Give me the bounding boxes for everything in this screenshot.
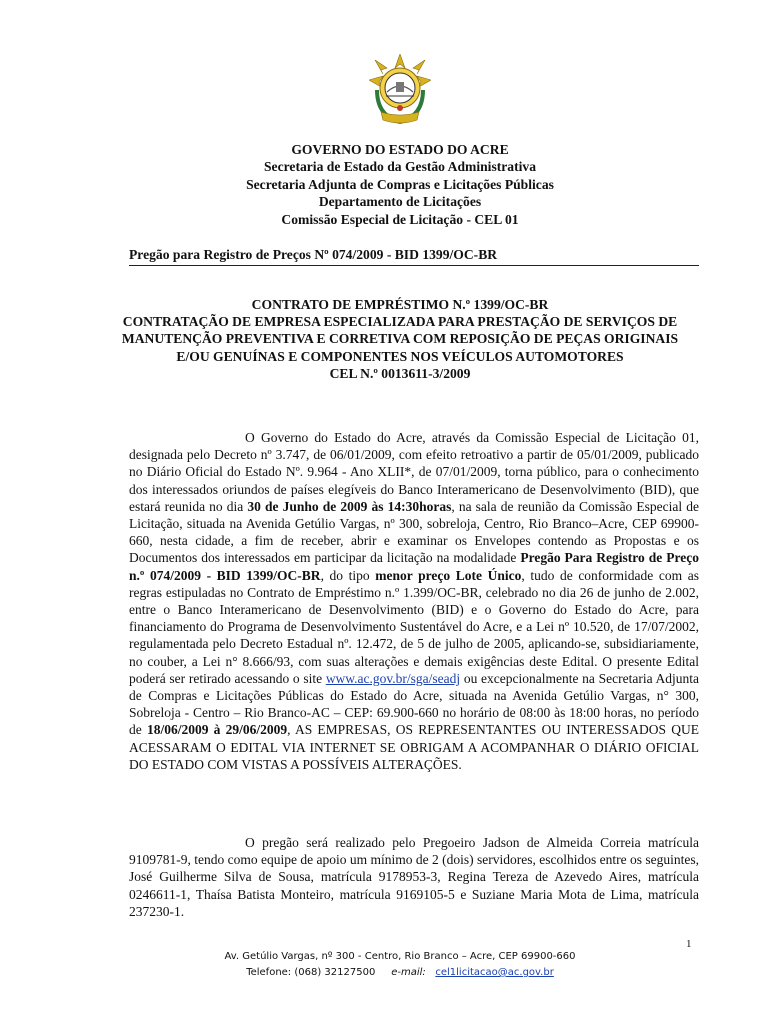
secretariat-name: Secretaria de Estado da Gestão Administrativa [264,159,536,175]
text-segment: , tudo de conformidade com as regras estipuladas no Contrato de Empréstimo n.º 1.399/OC-BR, celebrado no dia 26 de junho de 2.002, entre o Banco Interamericano de Desenvolvimento (BID) e o Governo do Estado do Acre, para financiamento do Programa de Desenvolvimento Sustentável do Acre, e a Lei nº 10.520, de 17/07/2002, regulamentada pelo Decreto Estadual nº. 12.472, de 5 de julho de 2005, aplicando-se, subsidiariamente, no couber, a Lei n° 8.666/93, com suas alterações e demais exigências deste Edital. O presente Edital poderá ser retirado acessando o site [129,567,700,686]
cel-number: CEL N.º 0013611-3/2009 [329,365,471,381]
footer-email-link[interactable]: cel1licitacao@ac.gov.br [435,967,554,978]
footer-contact [150,965,650,981]
footer-address: Av. Getúlio Vargas, nº 300 - Centro, Rio Branco – Acre, CEP 69900-660 [224,951,576,962]
retrieval-period: 18/06/2009 à 29/06/2009 [146,722,288,738]
contract-number: CONTRATO DE EMPRÉSTIMO N.º 1399/OC-BR [251,297,549,312]
paragraph-pregoeiro [129,834,699,920]
edital-site-link[interactable]: www.ac.gov.br/sga/seadj [325,670,461,686]
text-segment: O pregão será realizado pelo Pregoeiro Jadson de Almeida Correia matrícula 9109781-9, tendo como equipe de apoio um mínimo de 2 (dois) servidores, escolhidos entre os seguintes, José Guilherme Silva de Sousa, matrícula 9178953-3, Regina Tereza de Azevedo Aires, matrícula 0246611-1, Thaísa Batista Monteiro, matrícula 9169105-5 e Suziane Maria Mota de Lima, matrícula 237230-1. [129,835,699,919]
contract-title-block [120,296,680,382]
department-name: Departamento de Licitações [318,194,482,210]
paragraph-notice [129,429,699,773]
government-name: GOVERNO DO ESTADO DO ACRE [291,142,509,157]
footer-phone: Telefone: (068) 32127500 [246,967,376,978]
text-segment: , do tipo [320,567,376,583]
modality-name: Pregão Para Registro de Preço n.º 074/2009 - BID 1399/OC-BR [129,550,699,583]
pregao-title: Pregão para Registro de Preços Nº 074/2009 - BID 1399/OC-BR [129,246,699,266]
document-header [100,141,700,228]
commission-name: Comissão Especial de Licitação - CEL 01 [281,211,519,227]
price-type: menor preço Lote Único [375,567,522,583]
contract-subject: CONTRATAÇÃO DE EMPRESA ESPECIALIZADA PARA PRESTAÇÃO DE SERVIÇOS DE MANUTENÇÃO PREVENTIVA E CORRETIVA COM REPOSIÇÃO DE PEÇAS ORIGINAIS E/OU GENUÍNAS E COMPONENTES NOS VEÍCULOS AUTOMOTORES [121,314,679,364]
adjunct-secretariat-name: Secretaria Adjunta de Compras e Licitações Públicas [246,176,554,192]
text-segment: , AS EMPRESAS, OS REPRESENTANTES OU INTERESSADOS QUE ACESSARAM O EDITAL VIA INTERNET SE OBRIGAM A ACOMPANHAR O DIÁRIO OFICIAL DO ESTADO COM VISTAS A POSSÍVEIS ALTERAÇÕES. [129,722,699,772]
footer-email-label: e-mail: [391,967,426,978]
meeting-datetime: 30 de Junho de 2009 às 14:30horas [247,498,452,514]
text-segment: ou excepcionalmente na Secretaria Adjunta de Compras e Licitações Públicas do Estado do Acre, situada na Avenida Getúlio Vargas, n° 300, Sobreloja - Centro – Rio Branco-AC – CEP: 69.900-660 no horário de 08:00 às 18:00 horas, no período de [129,670,699,738]
text-segment: , na sala de reunião da Comissão Especial de Licitação, situada na Avenida Getúlio Vargas, nº 300, sobreloja, Centro, Rio Branco–Acre, CEP 69900-660, nesta cidade, a fim de receber, abrir e examinar os Envelopes contendo as Propostas e os Documentos dos interessados em participar da licitação na modalidade [129,498,699,566]
state-coat-of-arms-icon [369,54,431,128]
text-segment: O Governo do Estado do Acre, através da Comissão Especial de Licitação 01, designada pelo Decreto nº 3.747, de 06/01/2009, com efeito retroativo a partir de 05/01/2009, publicado no Diário Oficial do Estado Nº. 9.964 - Ano XLII*, de 07/01/2009, torna público, para o conhecimento dos interessados oriundos de países elegíveis do Banco Interamericano de Desenvolvimento (BID), que estará reunida no dia [129,430,699,514]
document-footer [150,949,650,981]
page-number: 1 [686,938,692,950]
